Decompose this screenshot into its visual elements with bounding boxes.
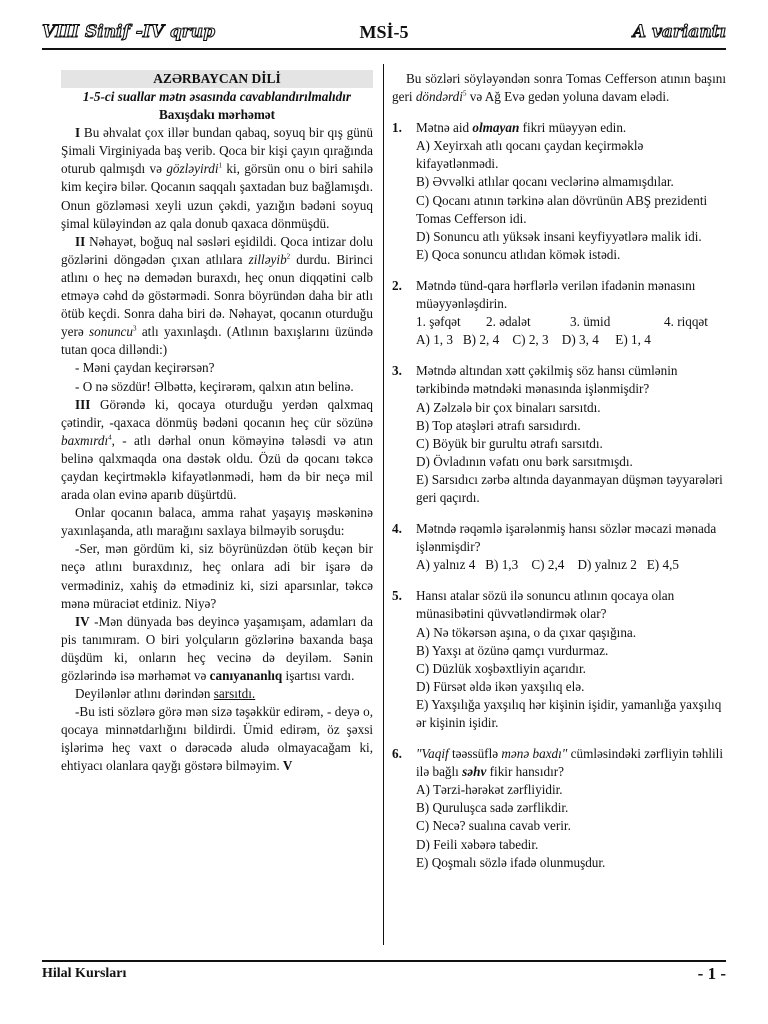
- question-2: 2. Mətndə tünd-qara hərflərlə verilən ifadənin mənasını müəyyənləşdirin. 1. şəfqət 2. ədalət 3. ümid 4. riqqət A) 1, 3 B) 2, 4 C) 2, 3 D) 3, 4 E) 1, 4: [392, 277, 726, 349]
- subject-title: AZƏRBAYCAN DİLİ: [61, 70, 373, 88]
- q3-option-d[interactable]: D) Övladının vəfatı onu bərk sarsıtmışdı.: [416, 453, 633, 469]
- q4-option-d[interactable]: D) yalnız 2: [577, 557, 637, 573]
- text-title: Baxışdakı mərhəmət: [158, 107, 276, 123]
- question-6: 6. "Vaqif təəssüflə mənə baxdı" cümləsindəki zərfliyin təhlili ilə bağlı səhv fikir hansıdır? A) Tərzi-hərəkət zərfliyidir. B) Quruluşca sadə zərflikdir. C) Necə? sualına cavab verir. D) Feili xəbərə tabedir. E) Qoşmalı sözlə ifadə olunmuşdur.: [392, 745, 726, 872]
- question-2-stem: Mətndə tünd-qara hərflərlə verilən ifadənin mənasını müəyyənləşdirin.: [416, 277, 696, 312]
- q4-option-b[interactable]: B) 1,3: [485, 557, 519, 573]
- question-5-stem: Hansı atalar sözü ilə sonuncu atlının qocaya olan münasibətini qüvvətləndirmək olar?: [416, 588, 675, 622]
- q1-option-b[interactable]: B) Əvvəlki atlılar qocanı veclərinə almamışdılar.: [416, 174, 674, 190]
- paragraph-5: -Ser, mən gördüm ki, siz böyrünüzdən ötüb keçən bir neçə atlını buraxdınız, heç onlara adi bir işarə də vermədiniz, xahiş də etmədiniz ki, sizi aparsınlar, təkcə mənə müraciət etdiniz. Niyə?: [61, 541, 373, 611]
- class-group: VIII Sinif -IV qrup: [42, 22, 215, 42]
- q1-option-e[interactable]: E) Qoca sonuncu atlıdan kömək istədi.: [416, 246, 621, 262]
- paragraph-6: IV -Mən dünyada bəs deyincə yaşamışam, adamları da pis tanımıram. O biri yolçuların gözlərinə baxanda başa düşdüm ki, onların heç vecinə də deyiləm. Sənin gözlərində isə mərhəmət və canıyananlıq işartısı vardı.: [61, 613, 373, 683]
- q2-option-b[interactable]: B) 2, 4: [462, 332, 500, 348]
- column-divider: [383, 64, 384, 945]
- q4-option-a[interactable]: A) yalnız 4: [416, 557, 476, 573]
- question-4: 4. Mətndə rəqəmlə işarələnmiş hansı sözlər məcazi mənada işlənmişdir? A) yalnız 4 B) 1,3 C) 2,4 D) yalnız 2 E) 4,5: [392, 520, 726, 574]
- q2-option-a[interactable]: A) 1, 3: [416, 332, 453, 348]
- q3-option-b[interactable]: B) Top atəşləri ətrafı sarsıdırdı.: [416, 417, 581, 433]
- right-column: [392, 70, 726, 872]
- page-number: - 1 -: [697, 964, 726, 983]
- q5-option-e[interactable]: E) Yaxşılığa yaxşılıq hər kişinin işidir, yamanlığa yaxşılıq ər kişinin işidir.: [416, 696, 722, 730]
- q1-option-a[interactable]: A) Xeyirxah atlı qocanı çaydan keçirməklə kifayətlənmədi.: [416, 138, 644, 172]
- paragraph-4: Onlar qocanın balaca, amma rahat yaşayış məskəninə yaxınlaşanda, atlı marağını saxlaya bilməyib soruşdu:: [61, 505, 373, 539]
- instruction: 1-5-ci suallar mətn əsasında cavablandırılmalıdır: [82, 89, 352, 104]
- dialogue-2: - O nə sözdür! Əlbəttə, keçirərəm, qalxın atın belinə.: [75, 378, 354, 394]
- q3-option-c[interactable]: C) Böyük bir gurultu ətrafı sarsıtdı.: [416, 435, 603, 451]
- variant: A variantı: [632, 22, 726, 42]
- question-1: 1. Mətnə aid olmayan fikri müəyyən edin. A) Xeyirxah atlı qocanı çaydan keçirməklə kifayətlənmədi. B) Əvvəlki atlılar qocanı veclərinə almamışdılar. C) Qocanı atının tərkinə alan dövrünün ABŞ prezidenti Tomas Cefferson idi. D) Sonuncu atlı yüksək insani keyfiyyətlərə malik idi. E) Qoca sonuncu atlıdan kömək istədi.: [392, 119, 726, 264]
- q6-option-a[interactable]: A) Tərzi-hərəkət zərfliyidir.: [416, 782, 563, 798]
- q4-options: [416, 556, 726, 574]
- q4-option-e[interactable]: E) 4,5: [646, 557, 679, 573]
- q6-option-b[interactable]: B) Quruluşca sadə zərflikdir.: [416, 800, 569, 816]
- dialogue-1: - Məni çaydan keçirərsən?: [75, 360, 215, 376]
- q5-option-a[interactable]: A) Nə tökərsən aşına, o da çıxar qaşığına.: [416, 624, 637, 640]
- paragraph-7: Deyilənlər atlını dərindən sarsıtdı.: [75, 686, 256, 702]
- page-footer: [42, 960, 726, 986]
- q5-option-c[interactable]: C) Düzlük xoşbəxtliyin açarıdır.: [416, 660, 586, 676]
- q2-option-c[interactable]: C) 2, 3: [512, 332, 549, 348]
- question-4-stem: Mətndə rəqəmlə işarələnmiş hansı sözlər məcazi mənada işlənmişdir?: [416, 521, 717, 555]
- exam-code: MSİ-5: [359, 22, 409, 42]
- question-3-stem: Mətndə altından xətt çəkilmiş söz hansı cümlənin tərkibində mətndəki mənasında işlənmişdir?: [416, 363, 678, 397]
- question-1-stem: Mətnə aid olmayan fikri müəyyən edin.: [416, 120, 627, 136]
- paragraph-8: -Bu isti sözlərə görə mən sizə təşəkkür edirəm, - deyə o, qocaya minnətdarlığını bildirdi. Ümid edirəm, öz şəxsi işlərimə heç vaxt o dərəcədə aludə olmayacağam ki, ehtiyacı olanlara qayğı göstərə bilməyim. V: [61, 704, 373, 774]
- q3-option-a[interactable]: A) Zəlzələ bir çox binaları sarsıtdı.: [416, 399, 601, 415]
- q3-option-e[interactable]: E) Sarsıdıcı zərbə altında dayanmayan düşmən təyyarələri geri qaçırdı.: [416, 471, 723, 505]
- left-column: [61, 70, 373, 776]
- q1-option-d[interactable]: D) Sonuncu atlı yüksək insani keyfiyyətlərə malik idi.: [416, 228, 702, 244]
- q2-word-list: 1. şəfqət 2. ədalət 3. ümid 4. riqqət: [416, 314, 708, 330]
- q5-option-d[interactable]: D) Fürsət əldə ikən yaxşılıq elə.: [416, 678, 585, 694]
- q6-option-c[interactable]: C) Necə? sualına cavab verir.: [416, 818, 571, 834]
- q2-options: [416, 331, 726, 349]
- paragraph-2: II Nəhayət, boğuq nal səsləri eşidildi. Qoca intizar dolu gözlərini döngədən çıxan atlılara zilləyib$^2$ durdu. Birinci atlını o heç nə demədən buraxdı, heç onun diqqətini cəlb etməyə cəhd də göstərmədi. Sonra böyründən daha bir atlı ötüb keçdi. Sonra daha biri də. Nəhayət, qocanın oturduğu yerə sonuncu$^3$ atlı yaxınlaşdı. (Atlının baxışlarını üzündə tutan qoca dilləndi:): [61, 233, 373, 358]
- page-header: [42, 22, 726, 50]
- paragraph-9: Bu sözləri söyləyəndən sonra Tomas Cefferson atının başını geri döndərdi$^5$ və Ağ Evə gedən yoluna davam elədi.: [392, 71, 726, 105]
- q1-option-c[interactable]: C) Qocanı atının tərkinə alan dövrünün ABŞ prezidenti Tomas Cefferson idi.: [416, 192, 708, 226]
- paragraph-3: III Görəndə ki, qocaya oturduğu yerdən qalxmaq çətindir, -qaxaca dönmüş bədəni qocanın heç cür sözünə baxmırdı$^4$, - atlı dərhal onun köməyinə tələsdi və atın belinə qalxmaqda ona dəstək oldu. Özü də qocanı təkcə çaydan keçirtməklə kifayətlənmədi, həm də bir neçə mil arada olan evinə aparıb düşürtdü.: [61, 396, 373, 503]
- question-3: 3. Mətndə altından xətt çəkilmiş söz hansı cümlənin tərkibində mətndəki mənasında işlənmişdir? A) Zəlzələ bir çox binaları sarsıtdı. B) Top atəşləri ətrafı sarsıdırdı. C) Böyük bir gurultu ətrafı sarsıtdı. D) Övladının vəfatı onu bərk sarsıtmışdı. E) Sarsıdıcı zərbə altında dayanmayan düşmən təyyarələri geri qaçırdı.: [392, 362, 726, 507]
- question-6-stem: "Vaqif təəssüflə mənə baxdı" cümləsindəki zərfliyin təhlili ilə bağlı səhv fikir hansıdır?: [416, 746, 724, 780]
- paragraph-1: I Bu əhvalat çox illər bundan qabaq, soyuq bir qış günü Şimali Virginiyada baş verib. Qoca bir kişi çayın qırağında oturub qalmışdı və gözləyirdi$^1$ ki, görsün onu o biri sahilə kim keçirə bilər. Qocanın saqqalı şaxtadan buz bağlamışdı. Onun gözləməsi xeyli uzun çəkdi, yazığın bədəni soyuq şimal küləyindən az qala donub qaxaca dönmüşdü.: [61, 125, 373, 231]
- q6-option-e[interactable]: E) Qoşmalı sözlə ifadə olunmuşdur.: [416, 854, 606, 870]
- q5-option-b[interactable]: B) Yaxşı at özünə qamçı vurdurmaz.: [416, 642, 609, 658]
- q2-option-d[interactable]: D) 3, 4: [561, 332, 599, 348]
- question-5: 5. Hansı atalar sözü ilə sonuncu atlının qocaya olan münasibətini qüvvətləndirmək olar? A) Nə tökərsən aşına, o da çıxar qaşığına. B) Yaxşı at özünə qamçı vurdurmaz. C) Düzlük xoşbəxtliyin açarıdır. D) Fürsət əldə ikən yaxşılıq elə. E) Yaxşılığa yaxşılıq hər kişinin işidir, yamanlığa yaxşılıq ər kişinin işidir.: [392, 587, 726, 732]
- publisher: Hilal Kursları: [42, 966, 127, 981]
- q6-option-d[interactable]: D) Feili xəbərə tabedir.: [416, 836, 539, 852]
- q2-option-e[interactable]: E) 1, 4: [615, 332, 651, 348]
- q4-option-c[interactable]: C) 2,4: [531, 557, 565, 573]
